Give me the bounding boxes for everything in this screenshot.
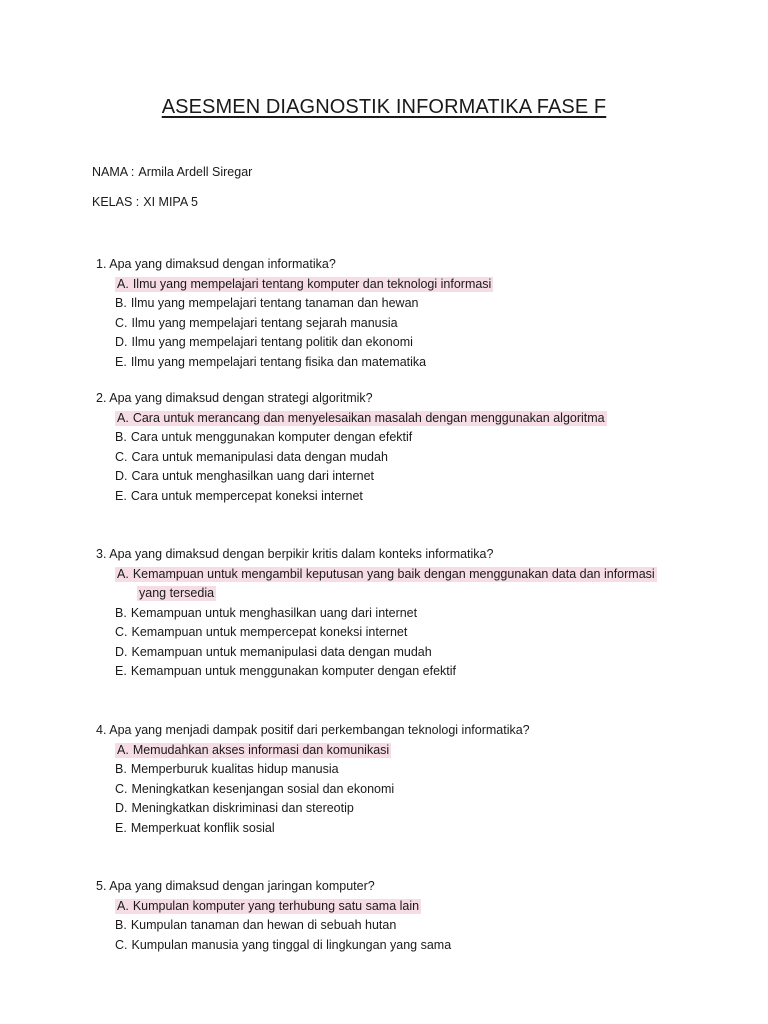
question-stem [96,546,493,562]
option-text: Kumpulan tanaman dan hewan di sebuah hutan [130,918,397,932]
question-number: 2. [96,391,107,405]
option-text: Cara untuk merancang dan menyelesaikan masalah dengan menggunakan algoritma [132,410,605,425]
option-content [115,899,421,914]
option-letter: C. [115,625,128,639]
option-text: Ilmu yang mempelajari tentang politik dan ekonomi [131,335,413,349]
option-letter: C. [115,781,128,796]
option-content [115,645,432,659]
answer-option [115,800,354,816]
answer-option-selected [115,742,391,758]
option-letter: B. [115,296,127,310]
question-number: 3. [96,547,107,561]
question-text: Apa yang dimaksud dengan jaringan komputer? [109,879,375,893]
option-letter: E. [115,820,127,835]
option-letter: A. [117,742,129,757]
option-text: Ilmu yang mempelajari tentang komputer dan teknologi informasi [132,276,492,291]
option-letter: B. [115,918,127,932]
option-text: Ilmu yang mempelajari tentang sejarah manusia [131,315,398,330]
option-letter: B. [115,605,127,620]
answer-option-selected [115,566,657,582]
answer-option-selected [115,276,493,292]
option-content [115,762,339,776]
option-content [115,782,394,796]
option-letter: C. [115,449,128,464]
option-text: Kemampuan untuk menggunakan komputer dengan efektif [130,664,457,678]
class-value: XI MIPA 5 [143,195,198,209]
student-class-row [92,194,198,210]
option-letter: E. [115,354,127,369]
answer-option [115,315,398,331]
option-letter: B. [115,430,127,444]
answer-option [115,917,396,933]
option-text: Kumpulan manusia yang tinggal di lingkungan yang sama [131,937,452,952]
option-content [115,567,657,582]
option-text: Meningkatkan kesenjangan sosial dan ekonomi [131,781,395,796]
question-number: 4. [96,723,107,737]
question-stem [96,256,336,272]
option-content [115,664,456,678]
option-content [115,296,419,310]
answer-option [115,781,394,797]
answer-option [115,468,374,484]
option-text: Memperburuk kualitas hidup manusia [130,762,339,776]
option-content [115,625,407,639]
answer-option [115,488,363,504]
answer-option [115,605,417,621]
option-letter: E. [115,664,127,678]
option-content [115,411,607,426]
answer-option [115,295,419,311]
answer-option [115,761,339,777]
option-letter: A. [117,566,129,581]
answer-option [115,624,407,640]
option-text: Kemampuan untuk mempercepat koneksi internet [131,625,408,639]
option-content [115,469,374,483]
option-text: Ilmu yang mempelajari tentang tanaman dan hewan [130,296,419,310]
option-letter: A. [117,410,129,425]
option-continuation [137,585,216,601]
option-content [115,606,417,620]
question-text: Apa yang menjadi dampak positif dari perkembangan teknologi informatika? [109,723,530,737]
option-content [115,938,451,952]
answer-option [115,354,426,370]
option-content [115,821,275,835]
option-content [115,801,354,815]
question-stem [96,878,375,894]
answer-option [115,820,275,836]
option-letter: C. [115,937,128,952]
option-letter: A. [117,276,129,291]
question-number: 5. [96,879,107,893]
class-label: KELAS : [92,195,140,209]
name-label: NAMA : [92,165,135,179]
option-text: Kemampuan untuk menghasilkan uang dari internet [130,605,418,620]
answer-option [115,429,412,445]
option-content [115,450,388,464]
option-text: Meningkatkan diskriminasi dan stereotip [131,801,354,815]
option-content [115,335,413,349]
answer-option [115,449,388,465]
option-text: Kemampuan untuk mengambil keputusan yang baik dengan menggunakan data dan informasi [132,566,655,581]
question-stem [96,390,373,406]
answer-option-selected [115,410,607,426]
option-text: Memperkuat konflik sosial [130,820,275,835]
option-letter: B. [115,762,127,776]
option-text: Ilmu yang mempelajari tentang fisika dan matematika [130,354,427,369]
question-text: Apa yang dimaksud dengan strategi algoritmik? [109,391,373,405]
option-content [115,430,412,444]
student-name-row [92,164,252,180]
option-text: Memudahkan akses informasi dan komunikasi [132,742,390,757]
answer-option-selected [115,898,421,914]
question-number: 1. [96,257,107,271]
option-letter: D. [115,801,128,815]
option-letter: C. [115,315,128,330]
option-text: Cara untuk menghasilkan uang dari internet [131,469,375,483]
option-text: Cara untuk mempercepat koneksi internet [130,488,363,503]
option-text: Kumpulan komputer yang terhubung satu sama lain [132,898,420,913]
option-continuation-text: yang tersedia [139,586,215,600]
question-stem [96,722,530,738]
answer-option [115,334,413,350]
page-title: ASESMEN DIAGNOSTIK INFORMATIKA FASE F [161,96,607,118]
name-value: Armila Ardell Siregar [138,165,253,179]
option-text: Cara untuk menggunakan komputer dengan efektif [130,430,413,444]
option-letter: E. [115,488,127,503]
question-text: Apa yang dimaksud dengan berpikir kritis dalam konteks informatika? [109,547,494,561]
option-letter: D. [115,469,128,483]
option-content [115,918,396,932]
option-content [115,489,363,503]
option-letter: A. [117,898,129,913]
option-letter: D. [115,335,128,349]
option-content [115,743,391,758]
option-text: Cara untuk memanipulasi data dengan mudah [131,449,388,464]
answer-option [115,663,456,679]
answer-option [115,644,432,660]
option-text: Kemampuan untuk memanipulasi data dengan mudah [131,644,432,659]
question-text: Apa yang dimaksud dengan informatika? [109,257,336,271]
answer-option [115,937,451,953]
option-content [115,277,493,292]
option-letter: D. [115,644,128,659]
option-content [115,316,398,330]
option-content [115,355,426,369]
